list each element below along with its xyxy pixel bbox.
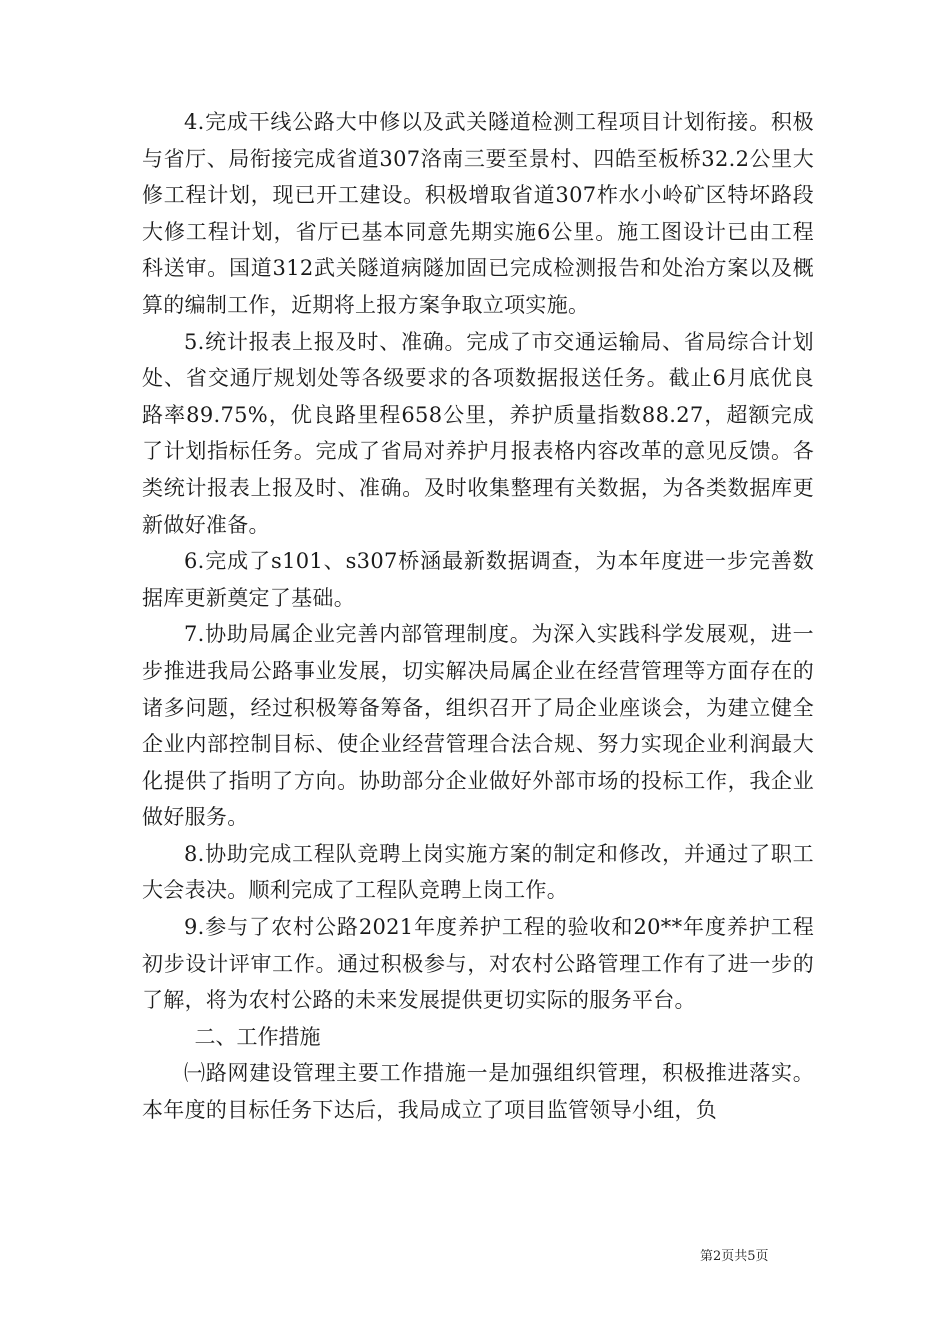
section-heading-work-measures: 二、工作措施 (194, 1024, 321, 1049)
paragraph-item-4: 4.完成干线公路大中修以及武关隧道检测工程项目计划衔接。积极与省厅、局衔接完成省道307洛南三要至景村、四皓至板桥32.2公里大修工程计划，现已开工建设。积极增取省道307柞水小岭矿区特坏路段大修工程计划，省厅已基本同意先期实施6公里。施工图设计已由工程科送审。国道312武关隧道病隧加固已完成检测报告和处治方案以及概算的编制工作，近期将上报方案争取立项实施。 (142, 110, 814, 317)
paragraph-item-9: 9.参与了农村公路2021年度养护工程的验收和20**年度养护工程初步设计评审工作。通过积极参与，对农村公路管理工作有了进一步的了解，将为农村公路的未来发展提供更切实际的服务平台。 (142, 915, 814, 1013)
paragraph-item-5: 5.统计报表上报及时、准确。完成了市交通运输局、省局综合计划处、省交通厅规划处等各级要求的各项数据报送任务。截止6月底优良路率89.75%，优良路里程658公里，养护质量指数88.27，超额完成了计划指标任务。完成了省局对养护月报表格内容改革的意见反馈。各类统计报表上报及时、准确。及时收集整理有关数据，为各类数据库更新做好准备。 (142, 329, 814, 537)
page-number: 第2页共5页 (700, 1249, 769, 1264)
document-body (142, 104, 814, 1129)
paragraph-item-7: 7.协助局属企业完善内部管理制度。为深入实践科学发展观，进一步推进我局公路事业发展，切实解决局属企业在经营管理等方面存在的诸多问题，经过积极筹备筹备，组织召开了局企业座谈会，为建立健全企业内部控制目标、使企业经营管理合法合规、努力实现企业利润最大化提供了指明了方向。协助部分企业做好外部市场的投标工作，我企业做好服务。 (142, 622, 814, 830)
paragraph-road-network-measures: ㈠路网建设管理主要工作措施一是加强组织管理，积极推进落实。本年度的目标任务下达后，我局成立了项目监管领导小组，负 (142, 1061, 814, 1123)
paragraph-item-6: 6.完成了s101、s307桥涵最新数据调查，为本年度进一步完善数据库更新奠定了基础。 (142, 549, 814, 610)
paragraph-item-8: 8.协助完成工程队竞聘上岗实施方案的制定和修改，并通过了职工大会表决。顺利完成了工程队竞聘上岗工作。 (142, 841, 814, 903)
